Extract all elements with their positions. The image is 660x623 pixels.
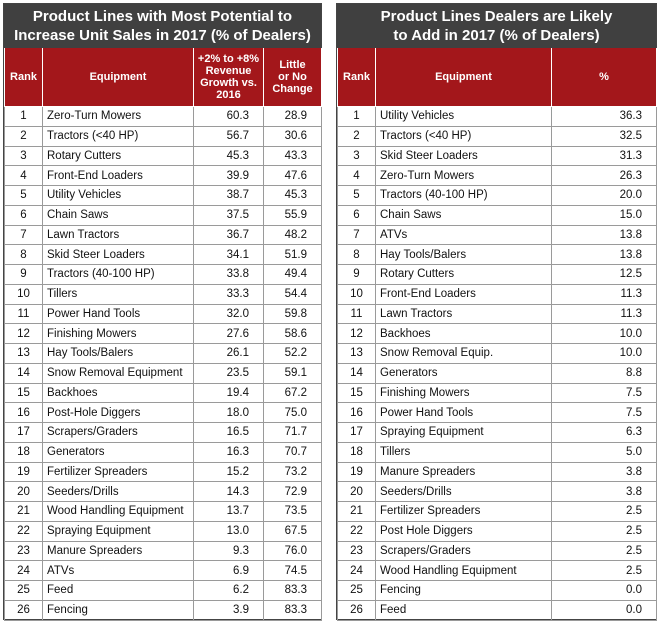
right-cell-rank: 19 [338,462,376,482]
right-cell-pct: 20.0 [552,186,657,206]
left-table-title [4,4,321,48]
right-cell-equipment: Hay Tools/Balers [376,245,552,265]
left-cell-nochange: 59.1 [264,363,322,383]
right-cell-pct: 32.5 [552,126,657,146]
right-table-panel [336,3,657,620]
left-cell-rank: 21 [5,502,43,522]
left-cell-growth: 38.7 [194,186,264,206]
left-cell-nochange: 58.6 [264,324,322,344]
left-cell-equipment: Tractors (40-100 HP) [43,265,194,285]
right-cell-pct: 7.5 [552,383,657,403]
table-row [5,541,322,561]
left-cell-nochange: 73.5 [264,502,322,522]
left-cell-rank: 11 [5,304,43,324]
left-table-panel [3,3,322,620]
left-cell-growth: 16.3 [194,442,264,462]
left-cell-equipment: Fencing [43,600,194,620]
table-row [338,205,657,225]
right-cell-rank: 11 [338,304,376,324]
right-cell-equipment: Tillers [376,442,552,462]
right-cell-equipment: Fertilizer Spreaders [376,502,552,522]
table-row [338,581,657,601]
right-cell-equipment: Skid Steer Loaders [376,146,552,166]
left-cell-equipment: Post-Hole Diggers [43,403,194,423]
table-row [338,304,657,324]
table-row [338,561,657,581]
right-cell-rank: 5 [338,186,376,206]
table-row [5,245,322,265]
left-cell-nochange: 83.3 [264,600,322,620]
table-row [5,383,322,403]
left-cell-rank: 20 [5,482,43,502]
left-cell-growth: 39.9 [194,166,264,186]
right-cell-equipment: Chain Saws [376,205,552,225]
table-row [5,403,322,423]
table-row [5,561,322,581]
right-cell-rank: 22 [338,521,376,541]
left-cell-equipment: Wood Handling Equipment [43,502,194,522]
right-cell-pct: 8.8 [552,363,657,383]
left-cell-rank: 4 [5,166,43,186]
right-cell-equipment: Lawn Tractors [376,304,552,324]
table-row [338,245,657,265]
left-cell-equipment: Generators [43,442,194,462]
left-cell-equipment: Spraying Equipment [43,521,194,541]
right-table-title [337,4,656,48]
right-cell-pct: 26.3 [552,166,657,186]
right-cell-rank: 17 [338,423,376,443]
right-cell-pct: 3.8 [552,482,657,502]
table-row [338,423,657,443]
left-cell-rank: 16 [5,403,43,423]
right-cell-equipment: Finishing Mowers [376,383,552,403]
left-cell-rank: 3 [5,146,43,166]
left-cell-rank: 14 [5,363,43,383]
right-cell-pct: 2.5 [552,541,657,561]
left-cell-growth: 19.4 [194,383,264,403]
left-cell-nochange: 71.7 [264,423,322,443]
right-cell-pct: 36.3 [552,107,657,127]
left-cell-growth: 6.9 [194,561,264,581]
left-cell-rank: 8 [5,245,43,265]
right-cell-pct: 10.0 [552,324,657,344]
table-row [5,502,322,522]
right-cell-rank: 6 [338,205,376,225]
right-cell-equipment: Fencing [376,581,552,601]
right-cell-pct: 2.5 [552,561,657,581]
right-cell-pct: 15.0 [552,205,657,225]
left-header-equipment: Equipment [43,48,194,107]
left-header-nochange-line: Little [279,59,306,71]
table-row [338,225,657,245]
table-row [5,126,322,146]
right-cell-rank: 2 [338,126,376,146]
table-row [338,502,657,522]
left-cell-growth: 23.5 [194,363,264,383]
left-header-nochange-line: or No [278,71,307,83]
left-cell-equipment: Snow Removal Equipment [43,363,194,383]
left-cell-rank: 24 [5,561,43,581]
left-cell-growth: 13.7 [194,502,264,522]
left-table [4,48,322,621]
left-cell-nochange: 47.6 [264,166,322,186]
right-cell-equipment: Generators [376,363,552,383]
table-row [5,146,322,166]
table-row [5,265,322,285]
right-cell-equipment: Rotary Cutters [376,265,552,285]
table-row [5,521,322,541]
left-cell-rank: 23 [5,541,43,561]
left-cell-equipment: Zero-Turn Mowers [43,107,194,127]
table-row [338,383,657,403]
right-header-rank: Rank [338,48,376,107]
left-cell-nochange: 28.9 [264,107,322,127]
right-cell-rank: 13 [338,344,376,364]
left-cell-equipment: Backhoes [43,383,194,403]
table-row [5,344,322,364]
left-cell-rank: 18 [5,442,43,462]
left-cell-nochange: 52.2 [264,344,322,364]
left-cell-equipment: Chain Saws [43,205,194,225]
table-row [5,600,322,620]
right-cell-rank: 14 [338,363,376,383]
left-cell-nochange: 49.4 [264,265,322,285]
right-cell-equipment: Seeders/Drills [376,482,552,502]
left-cell-equipment: ATVs [43,561,194,581]
left-cell-growth: 33.3 [194,284,264,304]
left-cell-growth: 3.9 [194,600,264,620]
table-row [5,581,322,601]
left-cell-rank: 1 [5,107,43,127]
right-cell-rank: 21 [338,502,376,522]
table-row [5,205,322,225]
table-row [5,482,322,502]
right-cell-equipment: Tractors (40-100 HP) [376,186,552,206]
right-cell-equipment: Post Hole Diggers [376,521,552,541]
table-row [5,304,322,324]
right-cell-equipment: Backhoes [376,324,552,344]
right-cell-pct: 3.8 [552,462,657,482]
left-cell-growth: 6.2 [194,581,264,601]
left-header-growth-line: +2% to +8% [197,53,260,65]
left-header-growth [194,48,264,107]
right-cell-equipment: Tractors (<40 HP) [376,126,552,146]
left-cell-growth: 56.7 [194,126,264,146]
right-cell-rank: 25 [338,581,376,601]
left-cell-growth: 32.0 [194,304,264,324]
right-cell-equipment: Wood Handling Equipment [376,561,552,581]
left-cell-equipment: Lawn Tractors [43,225,194,245]
left-cell-equipment: Tillers [43,284,194,304]
right-cell-rank: 26 [338,600,376,620]
left-cell-growth: 37.5 [194,205,264,225]
table-row [5,442,322,462]
left-cell-rank: 22 [5,521,43,541]
table-row [5,324,322,344]
table-row [338,107,657,127]
left-cell-rank: 25 [5,581,43,601]
table-row [5,423,322,443]
left-header-row [5,48,322,107]
left-cell-nochange: 67.5 [264,521,322,541]
table-row [338,284,657,304]
right-cell-rank: 18 [338,442,376,462]
left-cell-equipment: Feed [43,581,194,601]
right-cell-pct: 13.8 [552,245,657,265]
left-cell-nochange: 55.9 [264,205,322,225]
left-cell-growth: 33.8 [194,265,264,285]
left-cell-nochange: 72.9 [264,482,322,502]
left-cell-growth: 26.1 [194,344,264,364]
right-cell-pct: 11.3 [552,304,657,324]
left-cell-nochange: 70.7 [264,442,322,462]
left-cell-growth: 15.2 [194,462,264,482]
left-cell-nochange: 67.2 [264,383,322,403]
left-cell-rank: 5 [5,186,43,206]
left-cell-rank: 2 [5,126,43,146]
right-cell-equipment: ATVs [376,225,552,245]
right-header-row [338,48,657,107]
right-cell-rank: 10 [338,284,376,304]
right-cell-rank: 24 [338,561,376,581]
table-row [338,146,657,166]
table-row [338,186,657,206]
table-row [338,521,657,541]
table-row [338,541,657,561]
right-cell-equipment: Manure Spreaders [376,462,552,482]
left-cell-equipment: Fertilizer Spreaders [43,462,194,482]
left-cell-nochange: 54.4 [264,284,322,304]
right-cell-rank: 20 [338,482,376,502]
left-cell-rank: 9 [5,265,43,285]
table-row [338,442,657,462]
right-cell-pct: 11.3 [552,284,657,304]
table-row [338,462,657,482]
table-row [338,403,657,423]
table-row [338,166,657,186]
right-cell-rank: 12 [338,324,376,344]
table-row [338,126,657,146]
right-cell-rank: 15 [338,383,376,403]
right-cell-pct: 31.3 [552,146,657,166]
left-header-nochange-line: Change [272,83,313,95]
left-cell-growth: 18.0 [194,403,264,423]
right-cell-equipment: Scrapers/Graders [376,541,552,561]
table-row [5,363,322,383]
left-cell-equipment: Skid Steer Loaders [43,245,194,265]
right-cell-rank: 4 [338,166,376,186]
table-row [338,265,657,285]
table-row [5,107,322,127]
right-cell-pct: 5.0 [552,442,657,462]
left-cell-growth: 34.1 [194,245,264,265]
right-cell-pct: 2.5 [552,502,657,522]
left-header-growth-line: Revenue [205,65,252,77]
right-header-pct: % [552,48,657,107]
left-cell-rank: 13 [5,344,43,364]
left-cell-growth: 60.3 [194,107,264,127]
right-cell-rank: 7 [338,225,376,245]
left-cell-growth: 9.3 [194,541,264,561]
left-cell-nochange: 73.2 [264,462,322,482]
right-cell-pct: 2.5 [552,521,657,541]
right-cell-equipment: Utility Vehicles [376,107,552,127]
left-cell-nochange: 75.0 [264,403,322,423]
left-header-growth-line: Growth vs. [200,77,257,89]
left-cell-equipment: Scrapers/Graders [43,423,194,443]
left-cell-nochange: 51.9 [264,245,322,265]
table-row [5,166,322,186]
left-cell-equipment: Manure Spreaders [43,541,194,561]
left-cell-equipment: Front-End Loaders [43,166,194,186]
left-table-body [5,107,322,621]
right-title-line-2: to Add in 2017 (% of Dealers) [393,27,600,44]
right-title-line-1: Product Lines Dealers are Likely [380,8,613,25]
table-row [5,462,322,482]
left-cell-nochange: 74.5 [264,561,322,581]
left-cell-nochange: 76.0 [264,541,322,561]
right-cell-pct: 12.5 [552,265,657,285]
left-cell-equipment: Power Hand Tools [43,304,194,324]
right-cell-pct: 0.0 [552,600,657,620]
left-cell-rank: 15 [5,383,43,403]
left-header-nochange [264,48,322,107]
left-cell-nochange: 83.3 [264,581,322,601]
left-cell-growth: 13.0 [194,521,264,541]
left-cell-nochange: 43.3 [264,146,322,166]
right-cell-rank: 16 [338,403,376,423]
right-cell-equipment: Front-End Loaders [376,284,552,304]
table-row [338,482,657,502]
left-cell-growth: 45.3 [194,146,264,166]
left-cell-rank: 10 [5,284,43,304]
table-row [5,186,322,206]
left-cell-rank: 12 [5,324,43,344]
right-cell-equipment: Snow Removal Equip. [376,344,552,364]
right-cell-pct: 0.0 [552,581,657,601]
left-header-growth-line: 2016 [216,89,241,101]
right-header-equipment: Equipment [376,48,552,107]
left-cell-growth: 14.3 [194,482,264,502]
right-table-body [338,107,657,621]
right-cell-pct: 7.5 [552,403,657,423]
left-cell-rank: 7 [5,225,43,245]
right-cell-rank: 1 [338,107,376,127]
left-cell-equipment: Utility Vehicles [43,186,194,206]
left-cell-equipment: Hay Tools/Balers [43,344,194,364]
left-cell-nochange: 59.8 [264,304,322,324]
left-header-rank: Rank [5,48,43,107]
left-cell-growth: 36.7 [194,225,264,245]
right-cell-equipment: Power Hand Tools [376,403,552,423]
right-cell-pct: 6.3 [552,423,657,443]
left-cell-nochange: 45.3 [264,186,322,206]
table-row [338,324,657,344]
right-cell-pct: 10.0 [552,344,657,364]
left-title-line-1: Product Lines with Most Potential to [32,8,293,25]
left-cell-equipment: Seeders/Drills [43,482,194,502]
table-row [5,284,322,304]
right-table [337,48,657,621]
table-row [338,600,657,620]
table-row [338,344,657,364]
left-cell-nochange: 48.2 [264,225,322,245]
left-title-line-2: Increase Unit Sales in 2017 (% of Dealers) [14,27,311,44]
left-cell-rank: 6 [5,205,43,225]
right-cell-pct: 13.8 [552,225,657,245]
left-cell-rank: 17 [5,423,43,443]
right-cell-rank: 9 [338,265,376,285]
right-cell-rank: 23 [338,541,376,561]
left-cell-nochange: 30.6 [264,126,322,146]
left-cell-equipment: Rotary Cutters [43,146,194,166]
left-cell-rank: 19 [5,462,43,482]
right-cell-rank: 3 [338,146,376,166]
table-row [5,225,322,245]
left-cell-growth: 27.6 [194,324,264,344]
right-cell-rank: 8 [338,245,376,265]
left-cell-growth: 16.5 [194,423,264,443]
left-cell-equipment: Finishing Mowers [43,324,194,344]
left-cell-equipment: Tractors (<40 HP) [43,126,194,146]
right-cell-equipment: Spraying Equipment [376,423,552,443]
left-cell-rank: 26 [5,600,43,620]
right-cell-equipment: Zero-Turn Mowers [376,166,552,186]
table-row [338,363,657,383]
right-cell-equipment: Feed [376,600,552,620]
